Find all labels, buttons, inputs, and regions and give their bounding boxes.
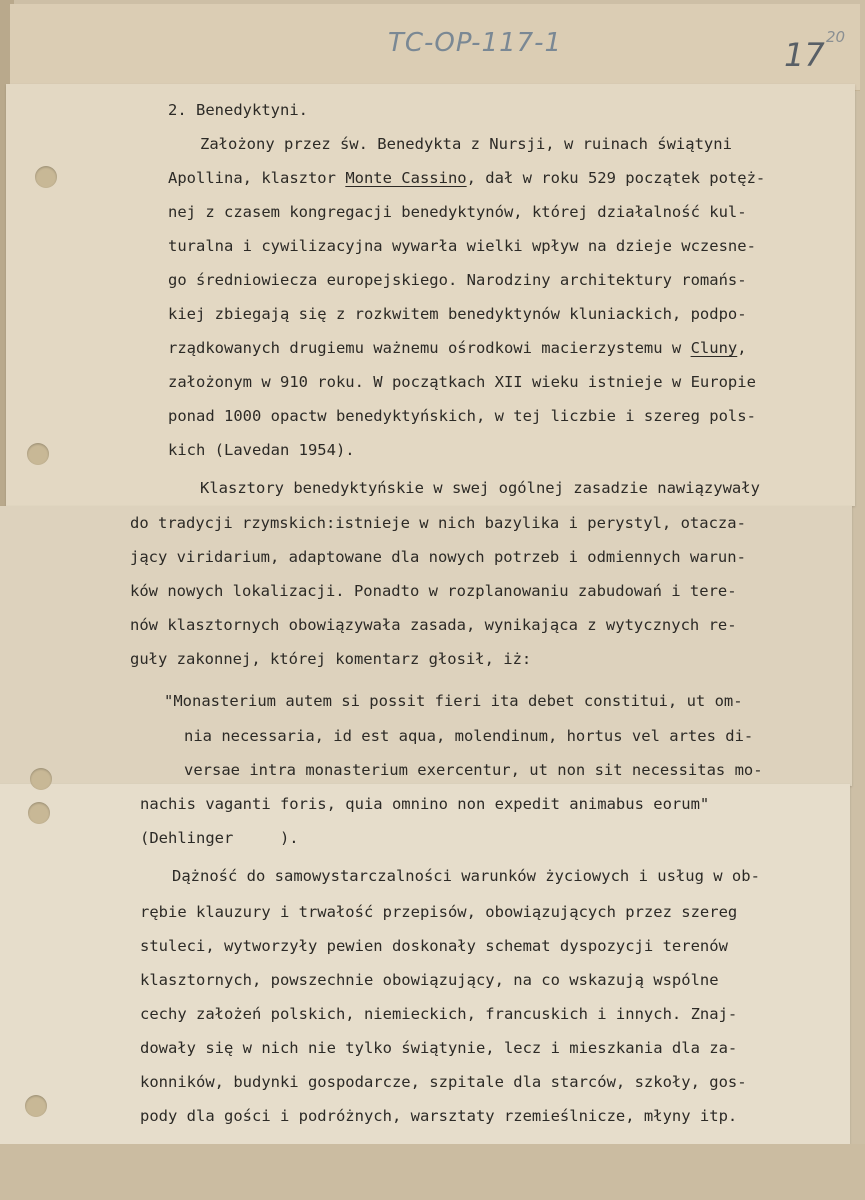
page-number-secondary: 20: [826, 28, 846, 46]
text-line: turalna i cywilizacyjna wywarła wielki wpływ na dzieje wczesne-: [168, 237, 756, 255]
quote-line: nachis vaganti foris, quia omnino non expedit animabus eorum": [140, 795, 710, 813]
text-line: nów klasztornych obowiązywała zasada, wynikająca z wytycznych re-: [130, 616, 737, 634]
text-line: stuleci, wytworzyły pewien doskonały schemat dyspozycji terenów: [140, 937, 728, 955]
text-line: Klasztory benedyktyńskie w swej ogólnej zasadzie nawiązywały: [200, 479, 760, 497]
section-heading: 2. Benedyktyni.: [168, 101, 308, 119]
citation-line: (Dehlinger ).: [140, 829, 299, 847]
punch-hole: [28, 802, 50, 824]
text-line: nej z czasem kongregacji benedyktynów, której działalność kul-: [168, 203, 747, 221]
text-line: konników, budynki gospodarcze, szpitale dla starców, szkoły, gos-: [140, 1073, 747, 1091]
bottom-sheet-strip: [0, 1144, 865, 1200]
quote-line: versae intra monasterium exercentur, ut non sit necessitas mo-: [184, 761, 763, 779]
archive-reference: TC-OP-117-1: [388, 28, 563, 58]
text-line: ponad 1000 opactw benedyktyńskich, w tej liczbie i szereg pols-: [168, 407, 756, 425]
text-line: Dążność do samowystarczalności warunków życiowych i usług w ob-: [172, 867, 760, 885]
text-line: jący viridarium, adaptowane dla nowych potrzeb i odmiennych warun-: [130, 548, 746, 566]
page-number: 17: [784, 36, 825, 74]
text-line: cechy założeń polskich, niemieckich, francuskich i innych. Znaj-: [140, 1005, 738, 1023]
text-line: kiej zbiegają się z rozkwitem benedyktynów kluniackich, podpo-: [168, 305, 747, 323]
text-line: guły zakonnej, której komentarz głosił, iż:: [130, 650, 532, 668]
punch-hole: [25, 1095, 47, 1117]
text-line: Założony przez św. Benedykta z Nursji, w ruinach świątyni: [200, 135, 732, 153]
text-line: klasztornych, powszechnie obowiązujący, na co wskazują wspólne: [140, 971, 719, 989]
punch-hole: [30, 768, 52, 790]
text-line: rządkowanych drugiemu ważnemu ośrodkowi macierzystemu w Cluny,: [168, 339, 747, 357]
text-line: ków nowych lokalizacji. Ponadto w rozplanowaniu zabudowań i tere-: [130, 582, 737, 600]
text-line: go średniowiecza europejskiego. Narodziny architektury romańs-: [168, 271, 747, 289]
text-line: dowały się w nich nie tylko świątynie, lecz i mieszkania dla za-: [140, 1039, 738, 1057]
text-line: do tradycji rzymskich:istnieje w nich bazylika i perystyl, otacza-: [130, 514, 746, 532]
text-line: rębie klauzury i trwałość przepisów, obowiązujących przez szereg: [140, 903, 738, 921]
text-line: założonym w 910 roku. W początkach XII wieku istnieje w Europie: [168, 373, 756, 391]
punch-hole: [27, 443, 49, 465]
punch-hole: [35, 166, 57, 188]
text-line: Apollina, klasztor Monte Cassino, dał w roku 529 początek potęż-: [168, 169, 766, 187]
text-line: pody dla gości i podróżnych, warsztaty rzemieślnicze, młyny itp.: [140, 1107, 738, 1125]
quote-line: nia necessaria, id est aqua, molendinum, hortus vel artes di-: [184, 727, 754, 745]
text-line: kich (Lavedan 1954).: [168, 441, 355, 459]
quote-line: "Monasterium autem si possit fieri ita debet constitui, ut om-: [164, 692, 743, 710]
